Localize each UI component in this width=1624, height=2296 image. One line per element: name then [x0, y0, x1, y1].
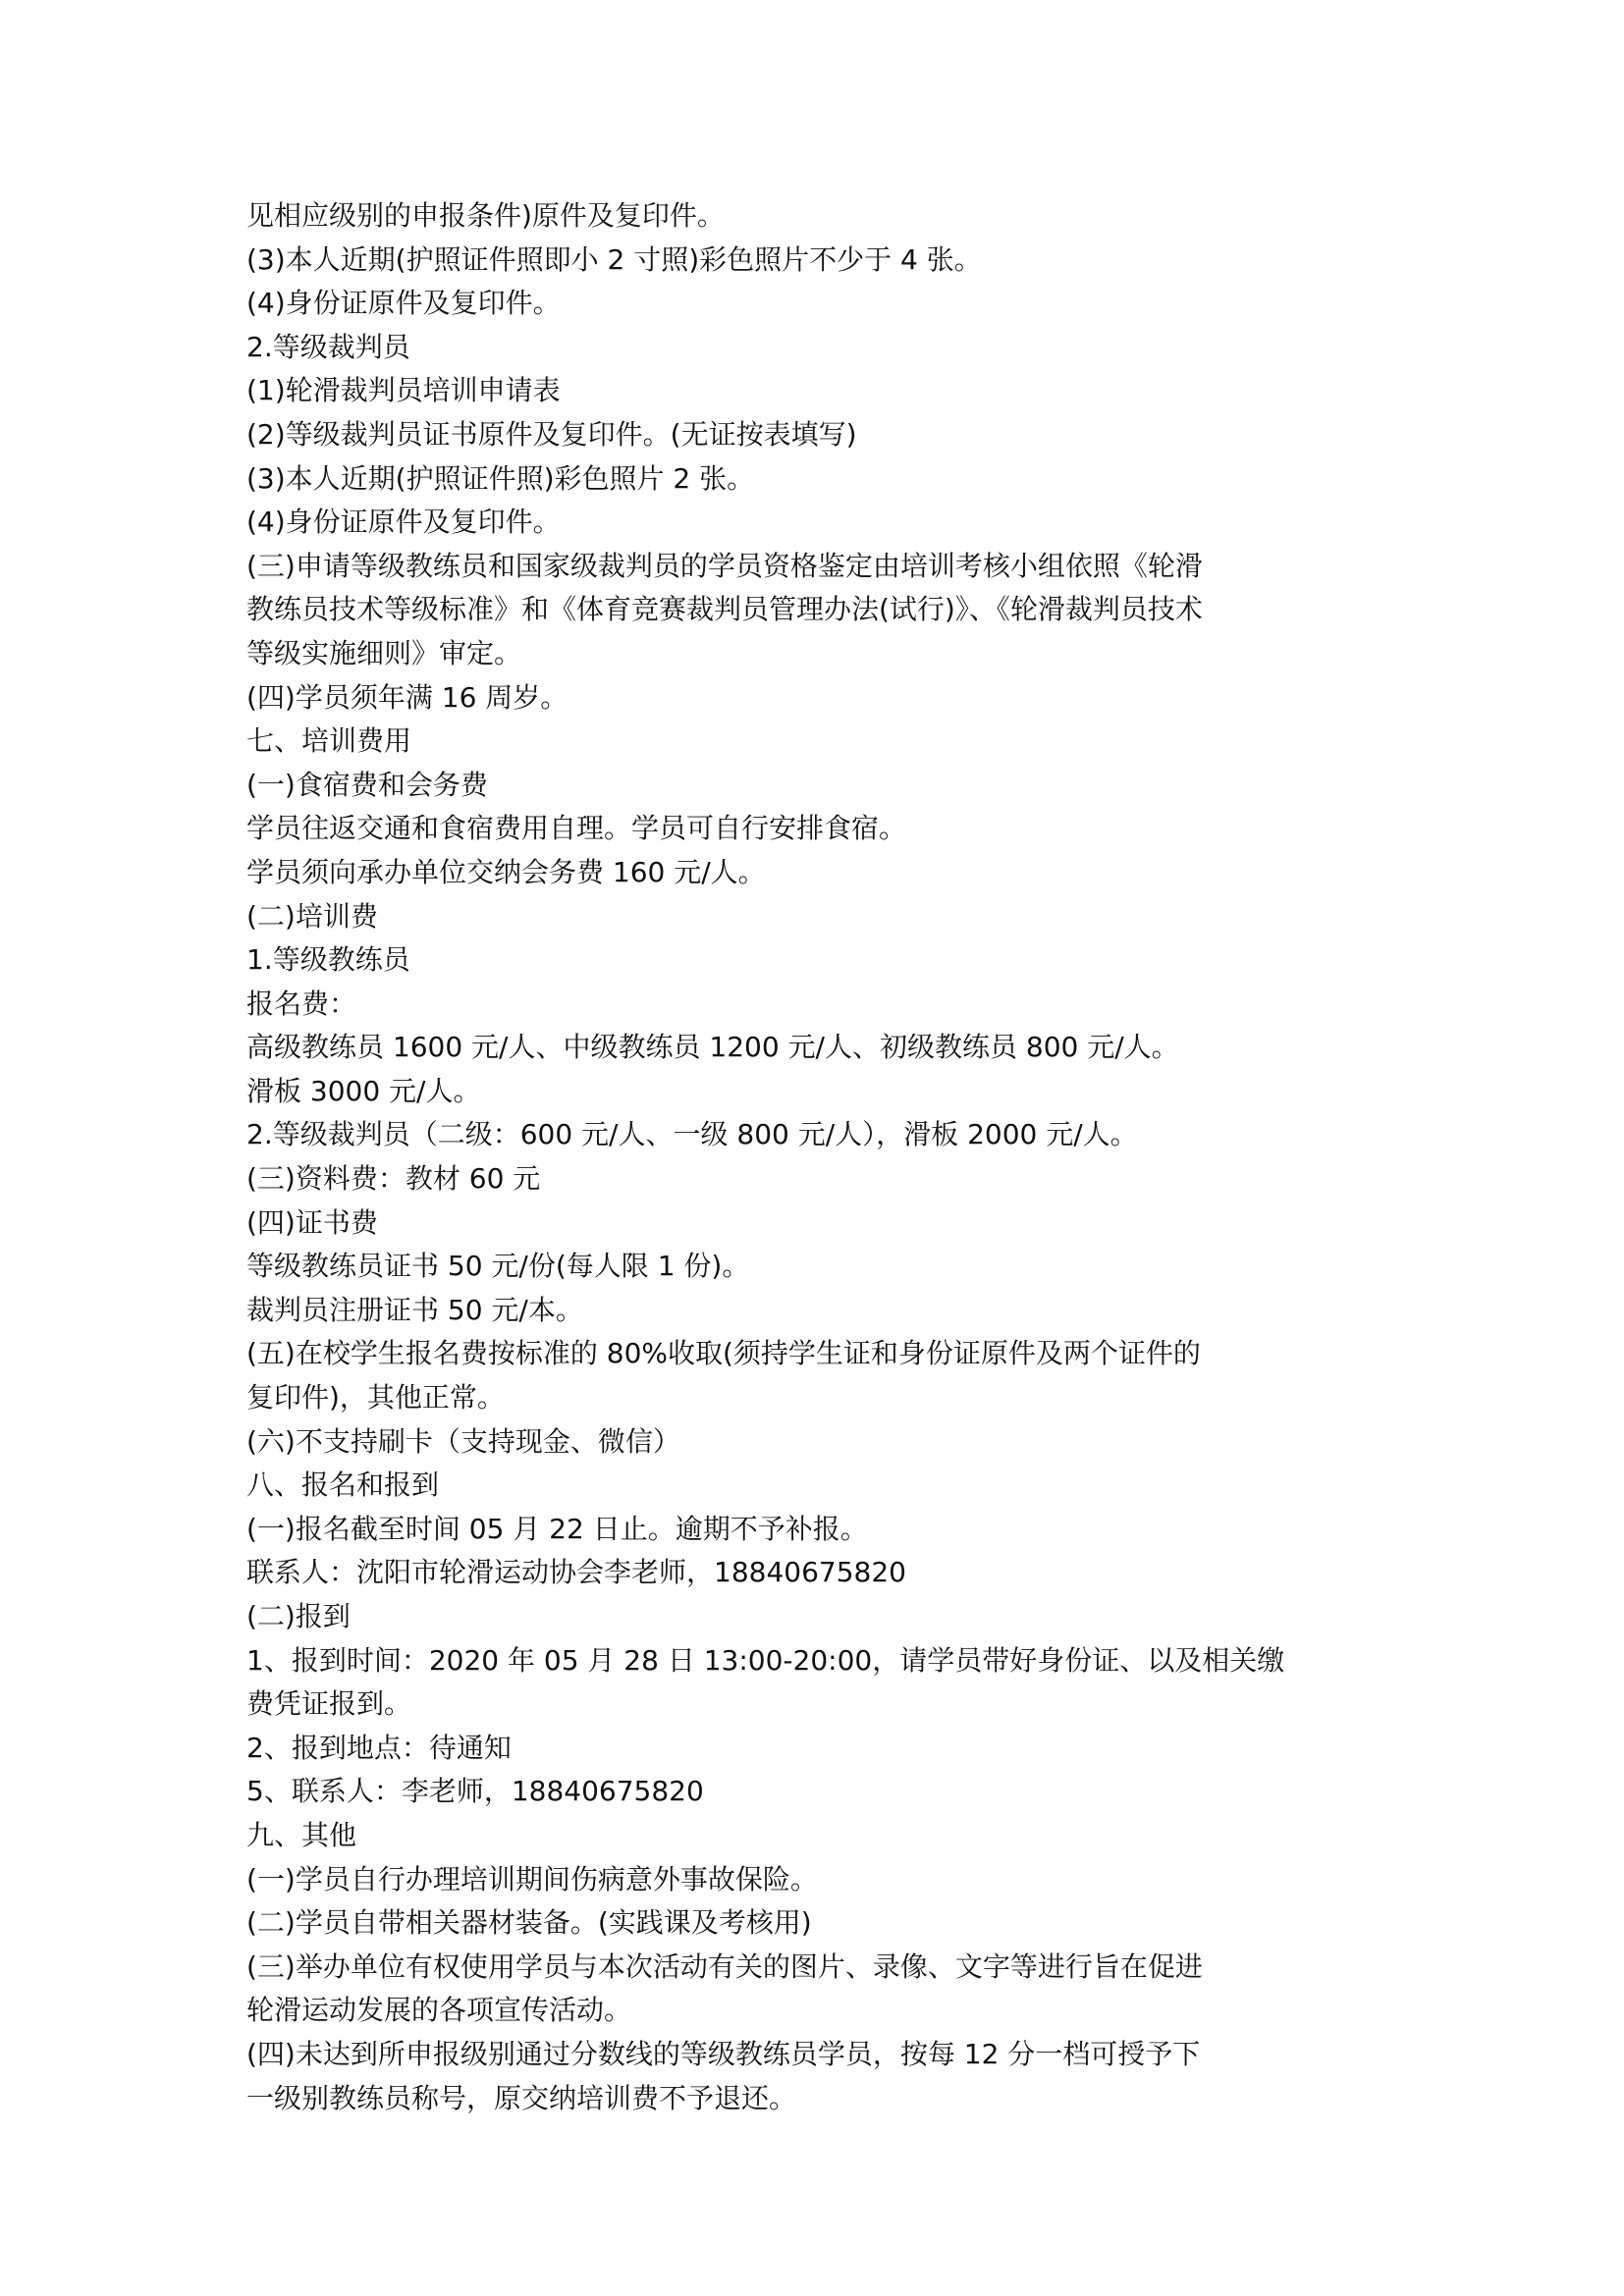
text-line: (三)资料费：教材 60 元: [246, 1162, 541, 1196]
text-line: 2、报到地点：待通知: [246, 1731, 512, 1764]
text-line: (四)证书费: [246, 1205, 378, 1239]
text-line: 报名费：: [246, 987, 357, 1020]
text-line: (三)举办单位有权使用学员与本次活动有关的图片、录像、文字等进行旨在促进: [246, 1949, 1203, 1983]
text-line: (一)食宿费和会务费: [246, 768, 488, 801]
section-subheading: 2.等级裁判员: [246, 330, 410, 363]
text-line: (一)报名截至时间 05 月 22 日止。逾期不予补报。: [246, 1512, 868, 1545]
section-heading: 七、培训费用: [246, 724, 412, 758]
text-line: 1、报到时间：2020 年 05 月 28 日 13:00-20:00，请学员带好身份证、以及相关缴: [246, 1643, 1285, 1677]
text-line: (六)不支持刷卡（支持现金、微信）: [246, 1424, 680, 1458]
text-line: 滑板 3000 元/人。: [246, 1074, 481, 1107]
text-line: 学员往返交通和食宿费用自理。学员可自行安排食宿。: [246, 812, 907, 845]
text-line: (4)身份证原件及复印件。: [246, 506, 561, 539]
text-line: 教练员技术等级标准》和《体育竞赛裁判员管理办法(试行)》、《轮滑裁判员技术: [246, 593, 1203, 626]
text-line: 学员须向承办单位交纳会务费 160 元/人。: [246, 855, 766, 888]
text-line: (3)本人近期(护照证件照)彩色照片 2 张。: [246, 461, 755, 495]
text-line: 高级教练员 1600 元/人、中级教练员 1200 元/人、初级教练员 800 元/人。: [246, 1031, 1179, 1064]
text-line: 费凭证报到。: [246, 1687, 412, 1721]
text-line: (四)未达到所申报级别通过分数线的等级教练员学员，按每 12 分一档可授予下: [246, 2037, 1201, 2070]
text-line: (1)轮滑裁判员培训申请表: [246, 374, 561, 407]
text-line: 2.等级裁判员（二级：600 元/人、一级 800 元/人），滑板 2000 元/人。: [246, 1118, 1138, 1151]
text-line: (二)报到: [246, 1600, 351, 1632]
text-line: (4)身份证原件及复印件。: [246, 287, 561, 320]
text-line: 5、联系人：李老师，18840675820: [246, 1775, 704, 1808]
section-heading: 九、其他: [246, 1818, 357, 1851]
section-subheading: 1.等级教练员: [246, 943, 410, 977]
text-line: (二)培训费: [246, 899, 378, 933]
text-line: (三)申请等级教练员和国家级裁判员的学员资格鉴定由培训考核小组依照《轮滑: [246, 549, 1203, 582]
text-line: 等级实施细则》审定。: [246, 636, 522, 669]
text-line: 联系人：沈阳市轮滑运动协会李老师，18840675820: [246, 1556, 906, 1589]
document-body: [246, 194, 1395, 2120]
text-line: (五)在校学生报名费按标准的 80%收取(须持学生证和身份证原件及两个证件的: [246, 1337, 1201, 1370]
text-line: (四)学员须年满 16 周岁。: [246, 680, 568, 714]
section-heading: 八、报名和报到: [246, 1468, 440, 1502]
text-line: 一级别教练员称号，原交纳培训费不予退还。: [246, 2081, 797, 2114]
text-line: (2)等级裁判员证书原件及复印件。(无证按表填写): [246, 417, 857, 451]
text-line: 复印件)，其他正常。: [246, 1381, 505, 1415]
text-line: (3)本人近期(护照证件照即小 2 寸照)彩色照片不少于 4 张。: [246, 242, 982, 276]
text-line: 轮滑运动发展的各项宣传活动。: [246, 1994, 632, 2027]
text-line: 裁判员注册证书 50 元/本。: [246, 1293, 583, 1326]
text-line: (二)学员自带相关器材装备。(实践课及考核用): [246, 1906, 812, 1940]
text-line: 等级教练员证书 50 元/份(每人限 1 份)。: [246, 1250, 750, 1283]
text-line: 见相应级别的申报条件)原件及复印件。: [246, 199, 725, 232]
text-line: (一)学员自行办理培训期间伤病意外事故保险。: [246, 1862, 818, 1896]
